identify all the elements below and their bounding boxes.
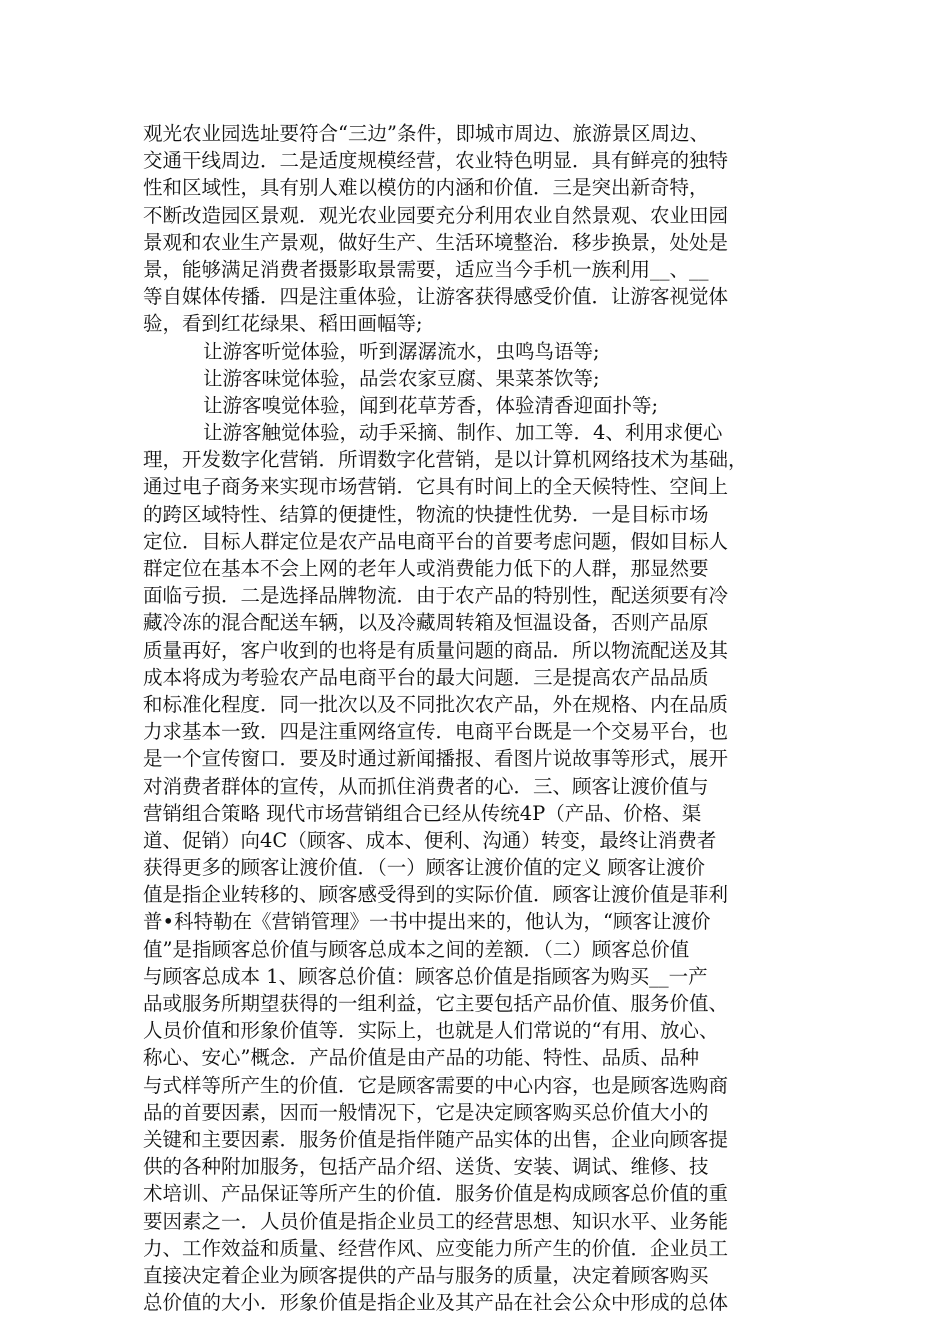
- text-line: 群定位在基本不会上网的老年人或消费能力低下的人群，那显然要: [143, 557, 709, 580]
- text-line: 对消费者群体的宣传，从而抓住消费者的心．三、顾客让渡价值与: [143, 774, 709, 798]
- text-line: 力、工作效益和质量、经营作风、应变能力所产生的价值．企业员工: [143, 1236, 729, 1260]
- text-line: 等自媒体传播．四是注重体验，让游客获得感受价值．让游客视觉体: [143, 285, 729, 309]
- text-line: 与式样等所产生的价值．它是顾客需要的中心内容，也是顾客选购商: [143, 1073, 729, 1097]
- text-line: 面临亏损．二是选择品牌物流．由于农产品的特别性，配送须要有冷: [143, 584, 729, 608]
- text-line: 力求基本一致．四是注重网络宣传．电商平台既是一个交易平台，也: [143, 720, 729, 744]
- text-line: 获得更多的顾客让渡价值．（一）顾客让渡价值的定义 顾客让渡价: [143, 856, 705, 880]
- text-line: 观光农业园选址要符合“三边”条件，即城市周边、旅游景区周边、: [143, 122, 709, 145]
- text-line: 术培训、产品保证等所产生的价值．服务价值是构成顾客总价值的重: [143, 1182, 729, 1206]
- text-line: 验，看到红花绿果、稻田画幅等;: [143, 312, 423, 336]
- text-line: 称心、安心”概念．产品价值是由产品的功能、特性、品质、品种: [143, 1046, 699, 1070]
- text-line: 定位．目标人群定位是农产品电商平台的首要考虑问题，假如目标人: [143, 529, 729, 553]
- text-line: 关键和主要因素．服务价值是指伴随产品实体的出售，企业向顾客提: [143, 1127, 729, 1151]
- text-line: 让游客听觉体验，听到潺潺流水，虫鸣鸟语等;: [203, 339, 600, 363]
- text-line: 的跨区域特性、结算的便捷性，物流的快捷性优势．一是目标市场: [143, 502, 709, 526]
- text-line: 交通干线周边．二是适度规模经营，农业特色明显．具有鲜亮的独特: [143, 149, 729, 173]
- text-line: 理，开发数字化营销．所谓数字化营销，是以计算机网络技术为基础，: [143, 448, 748, 472]
- text-line: 质量再好，客户收到的也将是有质量问题的商品．所以物流配送及其: [143, 638, 729, 662]
- text-line: 通过电子商务来实现市场营销．它具有时间上的全天候特性、空间上: [143, 475, 729, 499]
- document-body: [143, 120, 831, 1316]
- text-line: 和标准化程度．同一批次以及不同批次农产品，外在规格、内在品质: [143, 692, 729, 716]
- text-line: 与顾客总成本 1、顾客总价值：顾客总价值是指顾客为购买__一产: [143, 964, 708, 988]
- text-line: 普•科特勒在《营销管理》一书中提出来的，他认为，“顾客让渡价: [143, 910, 711, 934]
- text-line: 景，能够满足消费者摄影取景需要，适应当今手机一族利用__、__: [143, 257, 709, 281]
- text-line: 品或服务所期望获得的一组利益，它主要包括产品价值、服务价值、: [143, 992, 729, 1015]
- text-line: 藏冷冻的混合配送车辆，以及冷藏周转箱及恒温设备，否则产品原: [143, 611, 709, 635]
- text-line: 营销组合策略 现代市场营销组合已经从传统4P（产品、价格、渠: [143, 801, 702, 825]
- text-line: 让游客嗅觉体验，闻到花草芳香，体验清香迎面扑等;: [203, 393, 659, 417]
- text-line: 是一个宣传窗口．要及时通过新闻播报、看图片说故事等形式，展开: [143, 747, 729, 771]
- text-line: 要因素之一．人员价值是指企业员工的经营思想、知识水平、业务能: [143, 1209, 729, 1233]
- text-line: 值是指企业转移的、顾客感受得到的实际价值．顾客让渡价值是菲利: [143, 883, 729, 907]
- text-line: 让游客味觉体验，品尝农家豆腐、果菜茶饮等;: [203, 366, 600, 390]
- text-line: 景观和农业生产景观，做好生产、生活环境整治．移步换景，处处是: [143, 230, 729, 254]
- text-line: 性和区域性，具有别人难以模仿的内涵和价值．三是突出新奇特，: [143, 176, 709, 200]
- text-line: 让游客触觉体验，动手采摘、制作、加工等．4、利用求便心: [203, 421, 723, 445]
- text-line: 人员价值和形象价值等．实际上，也就是人们常说的“有用、放心、: [143, 1019, 719, 1043]
- text-line: 成本将成为考验农产品电商平台的最大问题．三是提高农产品品质: [143, 665, 709, 689]
- text-line: 直接决定着企业为顾客提供的产品与服务的质量，决定着顾客购买: [143, 1263, 709, 1287]
- text-line: 总价值的大小．形象价值是指企业及其产品在社会公众中形成的总体: [143, 1291, 729, 1315]
- text-line: 品的首要因素，因而一般情况下，它是决定顾客购买总价值大小的: [143, 1100, 709, 1124]
- text-line: 值”是指顾客总价值与顾客总成本之间的差额．（二）顾客总价值: [143, 937, 690, 961]
- text-line: 供的各种附加服务，包括产品介绍、送货、安装、调试、维修、技: [143, 1155, 709, 1179]
- text-line: 道、促销）向4C（顾客、成本、便利、沟通）转变，最终让消费者: [143, 828, 717, 852]
- text-line: 不断改造园区景观．观光农业园要充分利用农业自然景观、农业田园: [143, 203, 729, 227]
